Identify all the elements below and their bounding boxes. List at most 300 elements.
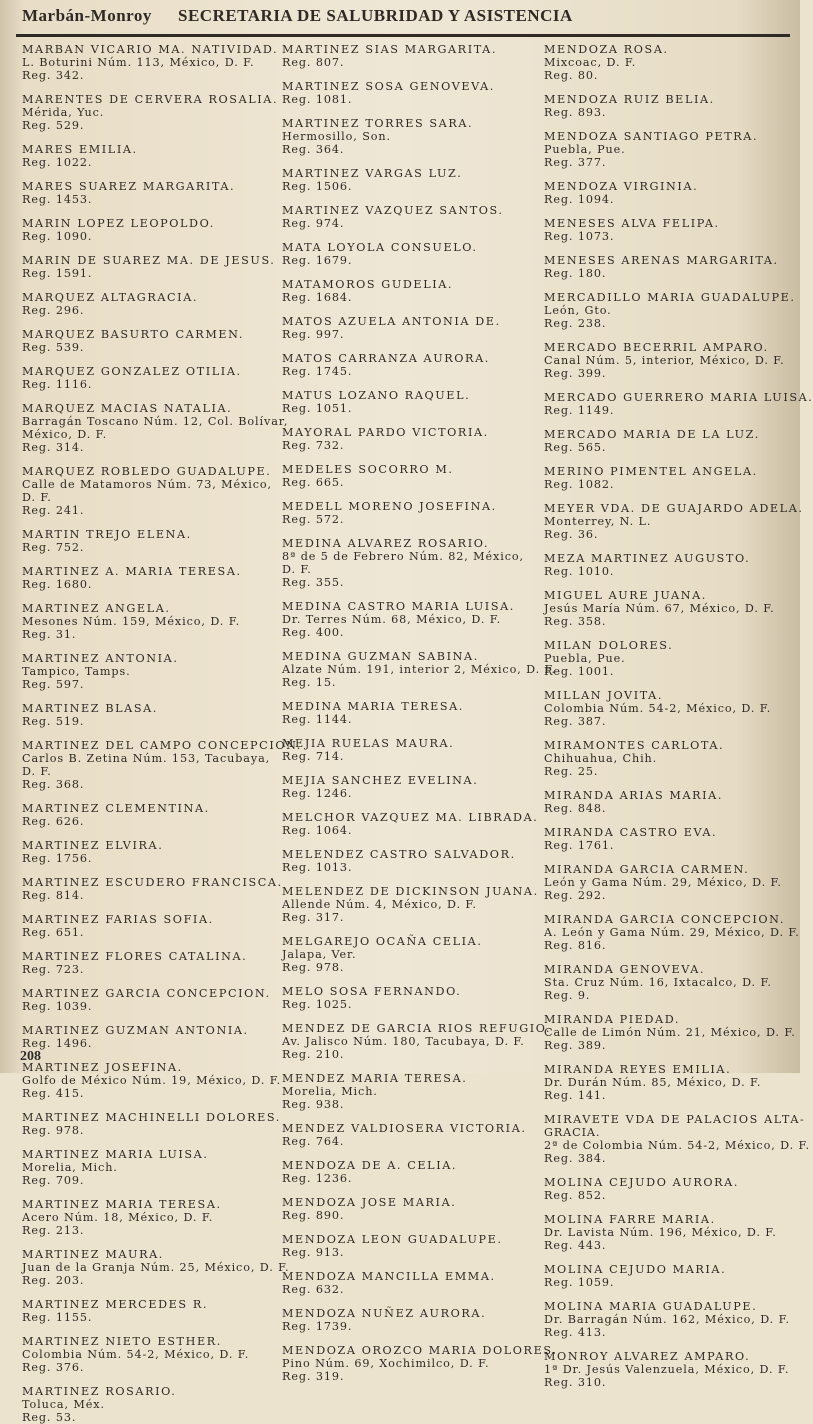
entry-name: MARTINEZ GUZMAN ANTONIA. (22, 1024, 249, 1037)
entry-detail: Reg. 443. (544, 1239, 607, 1252)
entry-detail: 2ª de Colombia Núm. 54-2, México, D. F. (544, 1139, 810, 1152)
entry-name: MEDINA CASTRO MARIA LUISA. (282, 600, 515, 613)
directory-entry (544, 913, 798, 952)
entry-name: MARTIN TREJO ELENA. (22, 528, 192, 541)
directory-entry (544, 1263, 798, 1289)
entry-detail: Reg. 1010. (544, 565, 615, 578)
entry-detail: Reg. 415. (22, 1087, 85, 1100)
entry-name: MARENTES DE CERVERA ROSALIA. (22, 93, 279, 106)
directory-entry (282, 80, 536, 106)
entry-name: MOLINA CEJUDO MARIA. (544, 1263, 727, 1276)
directory-entry (22, 987, 274, 1013)
entry-detail: Reg. 852. (544, 1189, 607, 1202)
entry-name: MONROY ALVAREZ AMPARO. (544, 1350, 751, 1363)
entry-name: MIRANDA ARIAS MARIA. (544, 789, 724, 802)
directory-entry (22, 739, 302, 791)
entry-detail: Av. Jalisco Núm. 180, Tacubaya, D. F. (282, 1035, 525, 1048)
directory-entry (282, 204, 536, 230)
directory-entry (282, 315, 536, 341)
entry-detail: D. F. (22, 765, 52, 778)
entry-detail: Reg. 1739. (282, 1320, 353, 1333)
entry-detail: Reg. 238. (544, 317, 607, 330)
directory-entry (22, 1024, 274, 1050)
entry-name: MILLAN JOVITA. (544, 689, 664, 702)
directory-entry (282, 1233, 536, 1259)
entry-detail: Reg. 893. (544, 106, 607, 119)
directory-entry (22, 1248, 290, 1287)
entry-detail: Canal Núm. 5, interior, México, D. F. (544, 354, 785, 367)
entry-detail: México, D. F. (22, 428, 108, 441)
entry-detail: Reg. 732. (282, 439, 345, 452)
directory-entry (22, 1198, 274, 1237)
page-number: 208 (20, 1049, 41, 1064)
entry-detail: Reg. 997. (282, 328, 345, 341)
entry-detail: Puebla, Pue. (544, 143, 626, 156)
entry-detail: Reg. 400. (282, 626, 345, 639)
entry-name: MARQUEZ MACIAS NATALIA. (22, 402, 233, 415)
directory-entry (22, 950, 274, 976)
entry-detail: Reg. 714. (282, 750, 345, 763)
entry-detail: Monterrey, N. L. (544, 515, 652, 528)
entry-detail: Reg. 1013. (282, 861, 353, 874)
directory-entry (22, 802, 274, 828)
directory-entry (282, 43, 536, 69)
directory-entry (22, 291, 274, 317)
entry-name: MATA LOYOLA CONSUELO. (282, 241, 478, 254)
entry-detail: Reg. 376. (22, 1361, 85, 1374)
entry-detail: Reg. 15. (282, 676, 337, 689)
directory-entry (282, 600, 536, 639)
entry-name: MARTINEZ MARIA LUISA. (22, 1148, 209, 1161)
entry-detail: Reg. 210. (282, 1048, 345, 1061)
entry-detail: Colombia Núm. 54-2, México, D. F. (544, 702, 772, 715)
entry-name: MENDOZA NUÑEZ AURORA. (282, 1307, 487, 1320)
directory-entry (544, 552, 798, 578)
entry-name: MENDOZA ROSA. (544, 43, 669, 56)
directory-entry (22, 402, 289, 454)
directory-entry (22, 702, 274, 728)
entry-name: MERCADO MARIA DE LA LUZ. (544, 428, 760, 441)
directory-entry (544, 789, 798, 815)
directory-entry (22, 93, 279, 132)
entry-detail: Reg. 317. (282, 911, 345, 924)
entry-name: MARTINEZ MACHINELLI DOLORES. (22, 1111, 281, 1124)
entry-detail: Reg. 1022. (22, 156, 93, 169)
entry-detail: Reg. 1506. (282, 180, 353, 193)
directory-entry (544, 428, 798, 454)
entry-name: MARTINEZ MAURA. (22, 1248, 164, 1261)
entry-name: MEDINA GUZMAN SABINA. (282, 650, 479, 663)
entry-detail: 1ª Dr. Jesús Valenzuela, México, D. F. (544, 1363, 790, 1376)
entry-detail: Reg. 1090. (22, 230, 93, 243)
column-2 (274, 41, 558, 1383)
entry-detail: Calle de Limón Núm. 21, México, D. F. (544, 1026, 796, 1039)
entry-name: MARTINEZ ANTONIA. (22, 652, 179, 665)
columns (4, 41, 813, 1424)
directory-entry (22, 1111, 281, 1137)
directory-entry (282, 117, 536, 156)
entry-detail: Carlos B. Zetina Núm. 153, Tacubaya, (22, 752, 271, 765)
entry-name: MATOS AZUELA ANTONIA DE. (282, 315, 501, 328)
directory-entry (544, 1350, 798, 1389)
entry-name: MEDINA MARIA TERESA. (282, 700, 464, 713)
directory-entry (544, 341, 798, 380)
directory-entry (544, 1300, 798, 1339)
entry-detail: Reg. 1246. (282, 787, 353, 800)
entry-detail: Reg. 913. (282, 1246, 345, 1259)
entry-detail: Reg. 319. (282, 1370, 345, 1383)
entry-name: MARTINEZ FARIAS SOFIA. (22, 913, 214, 926)
entry-detail: Reg. 241. (22, 504, 85, 517)
directory-entry (282, 1022, 552, 1061)
entry-detail: Reg. 399. (544, 367, 607, 380)
entry-detail: Reg. 1039. (22, 1000, 93, 1013)
entry-name: MARTINEZ VAZQUEZ SANTOS. (282, 204, 504, 217)
entry-detail: Reg. 1680. (22, 578, 93, 591)
entry-detail: Toluca, Méx. (22, 1398, 105, 1411)
entry-detail: Dr. Terres Núm. 68, México, D. F. (282, 613, 502, 626)
entry-name: MOLINA FARRE MARIA. (544, 1213, 716, 1226)
entry-detail: Reg. 1591. (22, 267, 93, 280)
entry-detail: Puebla, Pue. (544, 652, 626, 665)
entry-detail: Reg. 1155. (22, 1311, 93, 1324)
entry-detail: Golfo de México Núm. 19, México, D. F. (22, 1074, 282, 1087)
entry-detail: Reg. 752. (22, 541, 85, 554)
entry-name: MIRANDA CASTRO EVA. (544, 826, 718, 839)
entry-name: MARBAN VICARIO MA. NATIVIDAD. (22, 43, 279, 56)
entry-name: MIRANDA GARCIA CONCEPCION. (544, 913, 785, 926)
directory-entry (22, 217, 274, 243)
entry-detail: Reg. 565. (544, 441, 607, 454)
entry-detail: Reg. 1081. (282, 93, 353, 106)
directory-entry (22, 180, 274, 206)
entry-detail: Reg. 1453. (22, 193, 93, 206)
directory-entry (544, 93, 798, 119)
entry-detail: Reg. 978. (22, 1124, 85, 1137)
entry-detail: Reg. 180. (544, 267, 607, 280)
directory-entry (22, 465, 274, 517)
directory-entry (282, 241, 536, 267)
directory-entry (22, 1385, 274, 1424)
entry-detail: Reg. 1756. (22, 852, 93, 865)
entry-name: MENDEZ MARIA TERESA. (282, 1072, 468, 1085)
entry-name: MIRAMONTES CARLOTA. (544, 739, 725, 752)
entry-name: MENDOZA RUIZ BELIA. (544, 93, 715, 106)
entry-name: MARES EMILIA. (22, 143, 138, 156)
entry-detail: Reg. 709. (22, 1174, 85, 1187)
entry-detail: Reg. 1679. (282, 254, 353, 267)
column-1 (4, 41, 302, 1424)
entry-name: MARIN LOPEZ LEOPOLDO. (22, 217, 215, 230)
entry-detail: Reg. 1001. (544, 665, 615, 678)
directory-entry (544, 180, 798, 206)
entry-detail: Reg. 1082. (544, 478, 615, 491)
entry-name: MARTINEZ VARGAS LUZ. (282, 167, 463, 180)
entry-name: MATUS LOZANO RAQUEL. (282, 389, 471, 402)
entry-name: MOLINA MARIA GUADALUPE. (544, 1300, 758, 1313)
entry-name: MEJIA SANCHEZ EVELINA. (282, 774, 479, 787)
entry-detail: Reg. 389. (544, 1039, 607, 1052)
entry-name: MARQUEZ GONZALEZ OTILIA. (22, 365, 242, 378)
entry-detail: Reg. 1684. (282, 291, 353, 304)
entry-detail: Reg. 213. (22, 1224, 85, 1237)
entry-name: MENDEZ VALDIOSERA VICTORIA. (282, 1122, 527, 1135)
directory-entry (544, 502, 804, 541)
entry-detail: Morelia, Mich. (22, 1161, 118, 1174)
entry-name: MERCADILLO MARIA GUADALUPE. (544, 291, 796, 304)
directory-entry (282, 1270, 536, 1296)
directory-entry (22, 839, 274, 865)
entry-detail: A. León y Gama Núm. 29, México, D. F. (544, 926, 800, 939)
directory-entry (282, 737, 536, 763)
directory-entry (282, 352, 536, 378)
entry-detail: Reg. 1496. (22, 1037, 93, 1050)
entry-detail: Allende Núm. 4, México, D. F. (282, 898, 477, 911)
entry-detail: León y Gama Núm. 29, México, D. F. (544, 876, 782, 889)
running-header (4, 6, 796, 34)
directory-entry (22, 602, 274, 641)
entry-detail: Reg. 80. (544, 69, 599, 82)
entry-name: MARTINEZ SOSA GENOVEVA. (282, 80, 495, 93)
entry-name: MEJIA RUELAS MAURA. (282, 737, 455, 750)
entry-name: MEZA MARTINEZ AUGUSTO. (544, 552, 751, 565)
directory-entry (22, 528, 274, 554)
directory-entry (544, 1013, 798, 1052)
directory-entry (282, 985, 536, 1011)
entry-detail: Reg. 368. (22, 778, 85, 791)
entry-detail: Reg. 651. (22, 926, 85, 939)
entry-name: MIRAVETE VDA DE PALACIOS ALTA- (544, 1113, 806, 1126)
entry-name: MELENDEZ DE DICKINSON JUANA. (282, 885, 539, 898)
entry-detail: Jesús María Núm. 67, México, D. F. (544, 602, 775, 615)
directory-entry (22, 565, 274, 591)
entry-detail: Juan de la Granja Núm. 25, México, D. F. (22, 1261, 290, 1274)
entry-name: MERINO PIMENTEL ANGELA. (544, 465, 758, 478)
entry-detail: Reg. 764. (282, 1135, 345, 1148)
directory-entry (22, 328, 274, 354)
entry-detail: Reg. 978. (282, 961, 345, 974)
entry-detail: Reg. 519. (22, 715, 85, 728)
directory-entry (544, 1063, 798, 1102)
entry-name: MARTINEZ TORRES SARA. (282, 117, 474, 130)
directory-entry (282, 1196, 536, 1222)
entry-detail: Colombia Núm. 54-2, México, D. F. (22, 1348, 250, 1361)
entry-detail: Calle de Matamoros Núm. 73, México, (22, 478, 273, 491)
entry-name: MIRANDA GENOVEVA. (544, 963, 706, 976)
directory-entry (282, 1344, 558, 1383)
entry-name: MARTINEZ ANGELA. (22, 602, 171, 615)
directory-entry (282, 1072, 536, 1111)
entry-detail: Mérida, Yuc. (22, 106, 105, 119)
entry-detail: Reg. 1073. (544, 230, 615, 243)
entry-detail: Reg. 723. (22, 963, 85, 976)
entry-detail: Hermosillo, Son. (282, 130, 391, 143)
directory-entry (22, 1298, 274, 1324)
entry-detail: L. Boturini Núm. 113, México, D. F. (22, 56, 255, 69)
entry-name: MARQUEZ ROBLEDO GUADALUPE. (22, 465, 272, 478)
directory-entry (22, 652, 274, 691)
entry-name: MERCADO GUERRERO MARIA LUISA. (544, 391, 813, 404)
entry-name: MARQUEZ ALTAGRACIA. (22, 291, 199, 304)
entry-detail: Pino Núm. 69, Xochimilco, D. F. (282, 1357, 490, 1370)
entry-name: MARTINEZ SIAS MARGARITA. (282, 43, 498, 56)
entry-detail: León, Gto. (544, 304, 612, 317)
entry-detail: Reg. 1025. (282, 998, 353, 1011)
entry-detail: Reg. 626. (22, 815, 85, 828)
entry-detail: Reg. 36. (544, 528, 599, 541)
entry-name: MENDOZA LEON GUADALUPE. (282, 1233, 503, 1246)
entry-detail: Reg. 53. (22, 1411, 77, 1424)
entry-detail: Reg. 665. (282, 476, 345, 489)
column-3 (536, 41, 813, 1389)
directory-entry (282, 426, 536, 452)
entry-detail: Reg. 529. (22, 119, 85, 132)
directory-entry (544, 689, 798, 728)
entry-name: MENDOZA VIRGINIA. (544, 180, 699, 193)
entry-name: MILAN DOLORES. (544, 639, 674, 652)
entry-name: MIRANDA REYES EMILIA. (544, 1063, 732, 1076)
entry-detail: Reg. 1051. (282, 402, 353, 415)
entry-detail: Dr. Durán Núm. 85, México, D. F. (544, 1076, 762, 1089)
directory-entry (544, 43, 798, 82)
directory-entry (544, 391, 813, 417)
directory-entry (282, 167, 536, 193)
directory-entry (544, 963, 798, 1002)
entry-name: MENDOZA MANCILLA EMMA. (282, 1270, 496, 1283)
directory-entry (282, 500, 536, 526)
entry-detail: Reg. 814. (22, 889, 85, 902)
entry-detail: Reg. 572. (282, 513, 345, 526)
entry-name: MENDOZA OROZCO MARIA DOLORES. (282, 1344, 558, 1357)
directory-entry (282, 389, 536, 415)
entry-name: MARTINEZ DEL CAMPO CONCEPCION. (22, 739, 302, 752)
entry-detail: Reg. 413. (544, 1326, 607, 1339)
entry-name: MARTINEZ A. MARIA TERESA. (22, 565, 242, 578)
entry-detail: Reg. 974. (282, 217, 345, 230)
entry-name: MOLINA CEJUDO AURORA. (544, 1176, 739, 1189)
entry-detail: Reg. 1236. (282, 1172, 353, 1185)
entry-detail: Reg. 1149. (544, 404, 615, 417)
entry-detail: Reg. 387. (544, 715, 607, 728)
entry-name: MELENDEZ CASTRO SALVADOR. (282, 848, 516, 861)
entry-name: MARTINEZ NIETO ESTHER. (22, 1335, 222, 1348)
entry-name: MARTINEZ GARCIA CONCEPCION. (22, 987, 271, 1000)
entry-name: MAYORAL PARDO VICTORIA. (282, 426, 489, 439)
entry-name: MARTINEZ BLASA. (22, 702, 158, 715)
entry-detail: Reg. 1745. (282, 365, 353, 378)
directory-entry (282, 848, 536, 874)
header-rule (16, 34, 790, 37)
entry-detail: Acero Núm. 18, México, D. F. (22, 1211, 214, 1224)
entry-detail: Reg. 9. (544, 989, 591, 1002)
header-title: SECRETARIA DE SALUBRIDAD Y ASISTENCIA (178, 6, 573, 25)
directory-entry (22, 143, 274, 169)
entry-name: MARQUEZ BASURTO CARMEN. (22, 328, 244, 341)
directory-entry (544, 291, 798, 330)
directory-entry (544, 1113, 810, 1165)
entry-detail: Mesones Núm. 159, México, D. F. (22, 615, 241, 628)
entry-detail: Mixcoac, D. F. (544, 56, 637, 69)
entry-detail: Dr. Lavista Núm. 196, México, D. F. (544, 1226, 777, 1239)
entry-detail: Reg. 384. (544, 1152, 607, 1165)
entry-detail: GRACIA. (544, 1126, 601, 1139)
entry-detail: Reg. 292. (544, 889, 607, 902)
entry-name: MARES SUAREZ MARGARITA. (22, 180, 236, 193)
directory-entry (544, 639, 798, 678)
directory-entry (22, 1335, 274, 1374)
entry-name: MEYER VDA. DE GUAJARDO ADELA. (544, 502, 804, 515)
entry-detail: Reg. 314. (22, 441, 85, 454)
entry-detail: Chihuahua, Chih. (544, 752, 658, 765)
entry-detail: Reg. 1144. (282, 713, 353, 726)
entry-detail: Reg. 807. (282, 56, 345, 69)
entry-detail: Reg. 848. (544, 802, 607, 815)
directory-entry (544, 254, 798, 280)
entry-detail: Reg. 539. (22, 341, 85, 354)
entry-detail: Reg. 141. (544, 1089, 607, 1102)
directory-entry (282, 463, 536, 489)
entry-name: MIGUEL AURE JUANA. (544, 589, 707, 602)
entry-name: MIRANDA PIEDAD. (544, 1013, 681, 1026)
entry-detail: Sta. Cruz Núm. 16, Ixtacalco, D. F. (544, 976, 772, 989)
entry-detail: Reg. 355. (282, 576, 345, 589)
entry-detail: Reg. 1094. (544, 193, 615, 206)
directory-entry (22, 254, 274, 280)
directory-entry (544, 589, 798, 628)
entry-detail: Reg. 890. (282, 1209, 345, 1222)
directory-entry (282, 774, 536, 800)
entry-detail: Reg. 364. (282, 143, 345, 156)
directory-entry (282, 700, 536, 726)
directory-entry (282, 278, 536, 304)
entry-name: MARTINEZ ESCUDERO FRANCISCA. (22, 876, 283, 889)
entry-name: MARTINEZ CLEMENTINA. (22, 802, 210, 815)
directory-entry (22, 365, 274, 391)
entry-detail: Reg. 296. (22, 304, 85, 317)
entry-name: MARTINEZ JOSEFINA. (22, 1061, 183, 1074)
entry-name: MERCADO BECERRIL AMPARO. (544, 341, 769, 354)
entry-detail: Reg. 938. (282, 1098, 345, 1111)
entry-detail: Reg. 358. (544, 615, 607, 628)
entry-detail: Alzate Núm. 191, interior 2, México, D. F. (282, 663, 556, 676)
entry-name: MATOS CARRANZA AURORA. (282, 352, 490, 365)
directory-entry (544, 1176, 798, 1202)
directory-entry (544, 217, 798, 243)
directory-entry (282, 1122, 536, 1148)
entry-detail: 8ª de 5 de Febrero Núm. 82, México, (282, 550, 524, 563)
directory-entry (544, 739, 798, 778)
entry-name: MEDINA ALVAREZ ROSARIO. (282, 537, 489, 550)
entry-name: MENESES ARENAS MARGARITA. (544, 254, 779, 267)
directory-entry (282, 537, 536, 589)
entry-name: MEDELL MORENO JOSEFINA. (282, 500, 497, 513)
directory-entry (544, 130, 798, 169)
directory-entry (544, 465, 798, 491)
directory-entry (282, 811, 539, 837)
entry-detail: Dr. Barragán Núm. 162, México, D. F. (544, 1313, 790, 1326)
header-range: Marbán-Monroy (22, 6, 152, 25)
entry-detail: D. F. (22, 491, 52, 504)
directory-entry (22, 43, 279, 82)
entry-detail: Reg. 632. (282, 1283, 345, 1296)
entry-name: MENESES ALVA FELIPA. (544, 217, 720, 230)
entry-name: MEDELES SOCORRO M. (282, 463, 454, 476)
entry-name: MARTINEZ MERCEDES R. (22, 1298, 209, 1311)
directory-entry (544, 1213, 798, 1252)
entry-name: MENDOZA JOSE MARIA. (282, 1196, 457, 1209)
entry-name: MARTINEZ MARIA TERESA. (22, 1198, 222, 1211)
entry-name: MENDEZ DE GARCIA RIOS REFUGIO. (282, 1022, 552, 1035)
